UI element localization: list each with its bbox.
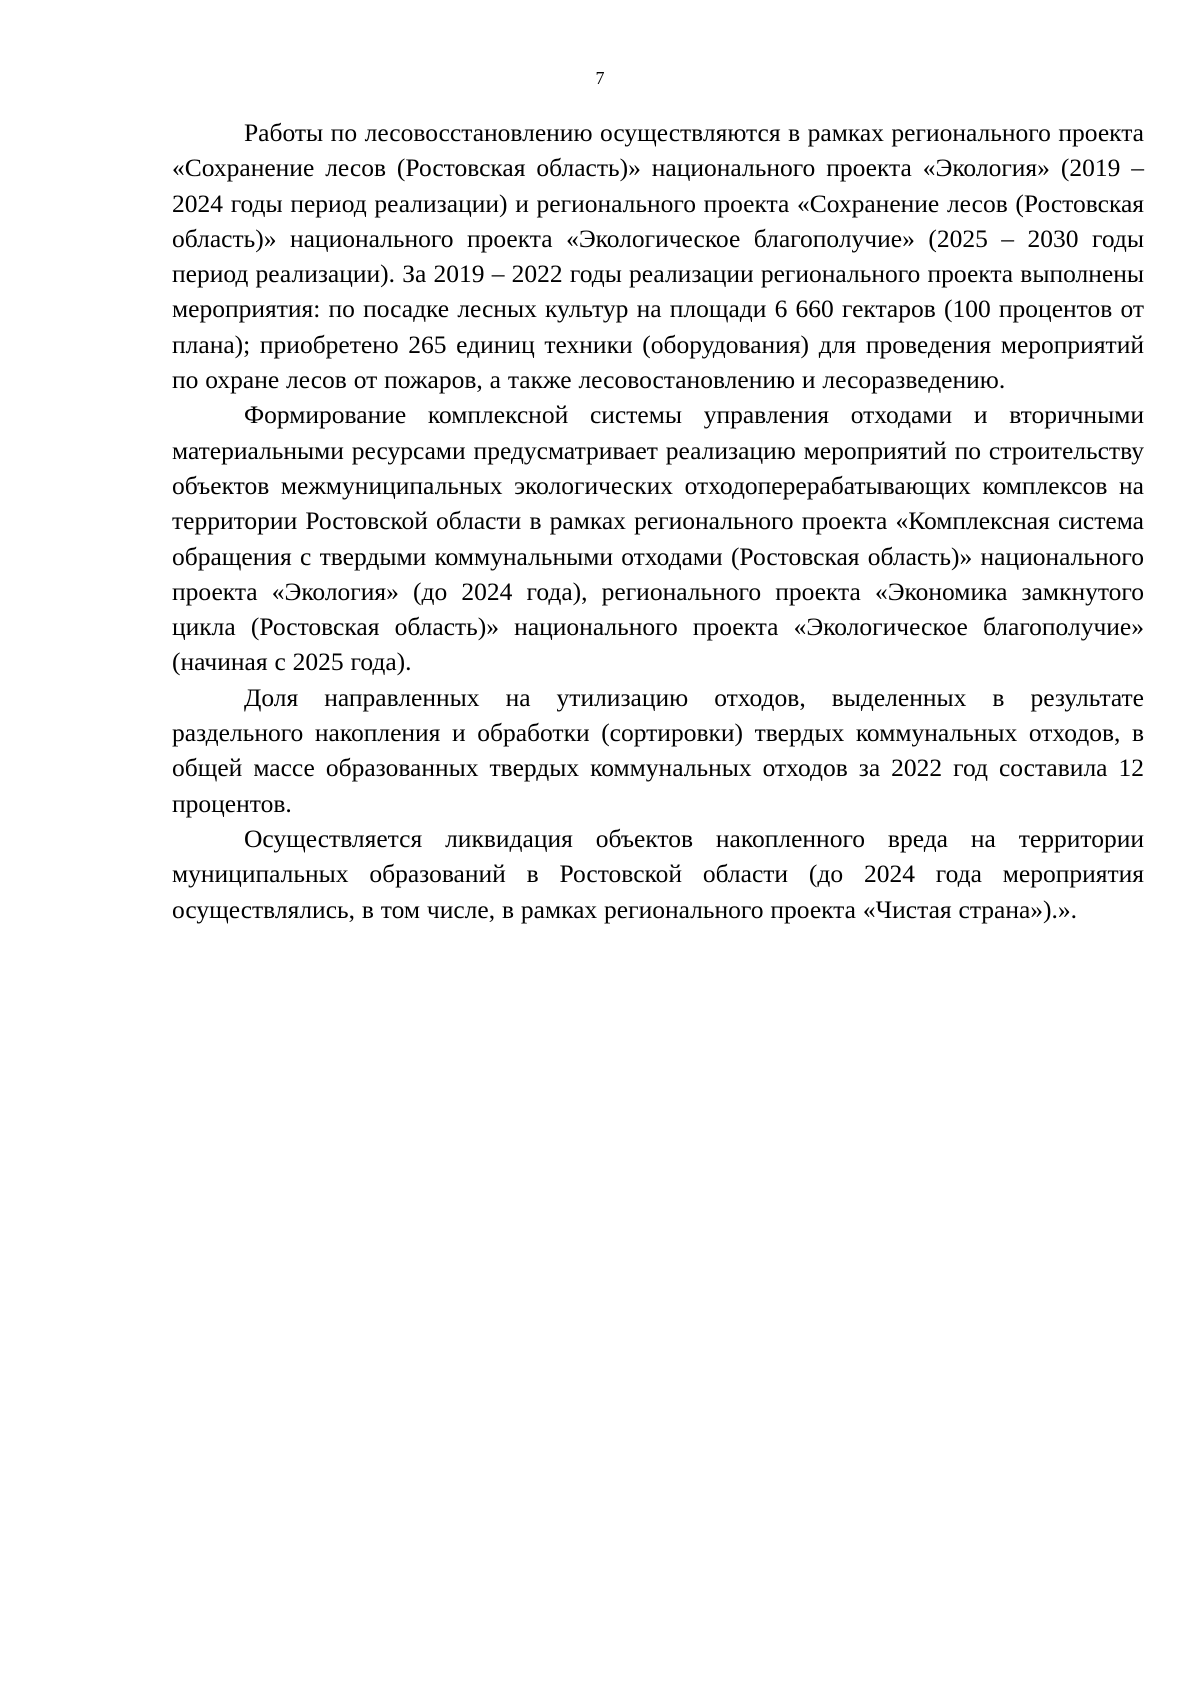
document-body (172, 115, 1144, 927)
paragraph-waste-utilization: Доля направленных на утилизацию отходов, выделенных в результате раздельного накопления и обработки (сортировки) твердых коммунальных отходов, в общей массе образованных твердых коммунальных отходов за 2022 год составила 12 процентов. (172, 682, 1144, 818)
paragraph-accumulated-harm: Осуществляется ликвидация объектов накопленного вреда на территории муниципальных образований в Ростовской области (до 2024 года мероприятия осуществлялись, в том числе, в рамках регионального проекта «Чистая страна»).». (172, 823, 1144, 924)
paragraph-reforestation: Работы по лесовосстановлению осуществляются в рамках регионального проекта «Сохранение лесов (Ростовская область)» национального проекта «Экология» (2019 – 2024 годы период реализации) и регионального проекта «Сохранение лесов (Ростовская область)» национального проекта «Экологическое благополучие» (2025 – 2030 годы период реализации). За 2019 – 2022 годы реализации регионального проекта выполнены мероприятия: по посадке лесных культур на площади 6 660 гектаров (100 процентов от плана); приобретено 265 единиц техники (оборудования) для проведения мероприятий по охране лесов от пожаров, а также лесовостановлению и лесоразведению. (172, 118, 1144, 395)
page-number: 7 (595, 68, 605, 88)
paragraph-waste-management: Формирование комплексной системы управления отходами и вторичными материальными ресурсами предусматривает реализацию мероприятий по строительству объектов межмуниципальных экологических отходоперерабатывающих комплексов на территории Ростовской области в рамках регионального проекта «Комплексная система обращения с твердыми коммунальными отходами (Ростовская область)» национального проекта «Экология» (до 2024 года), регионального проекта «Экономика замкнутого цикла (Ростовская область)» национального проекта «Экологическое благополучие» (начиная с 2025 года). (172, 400, 1144, 677)
